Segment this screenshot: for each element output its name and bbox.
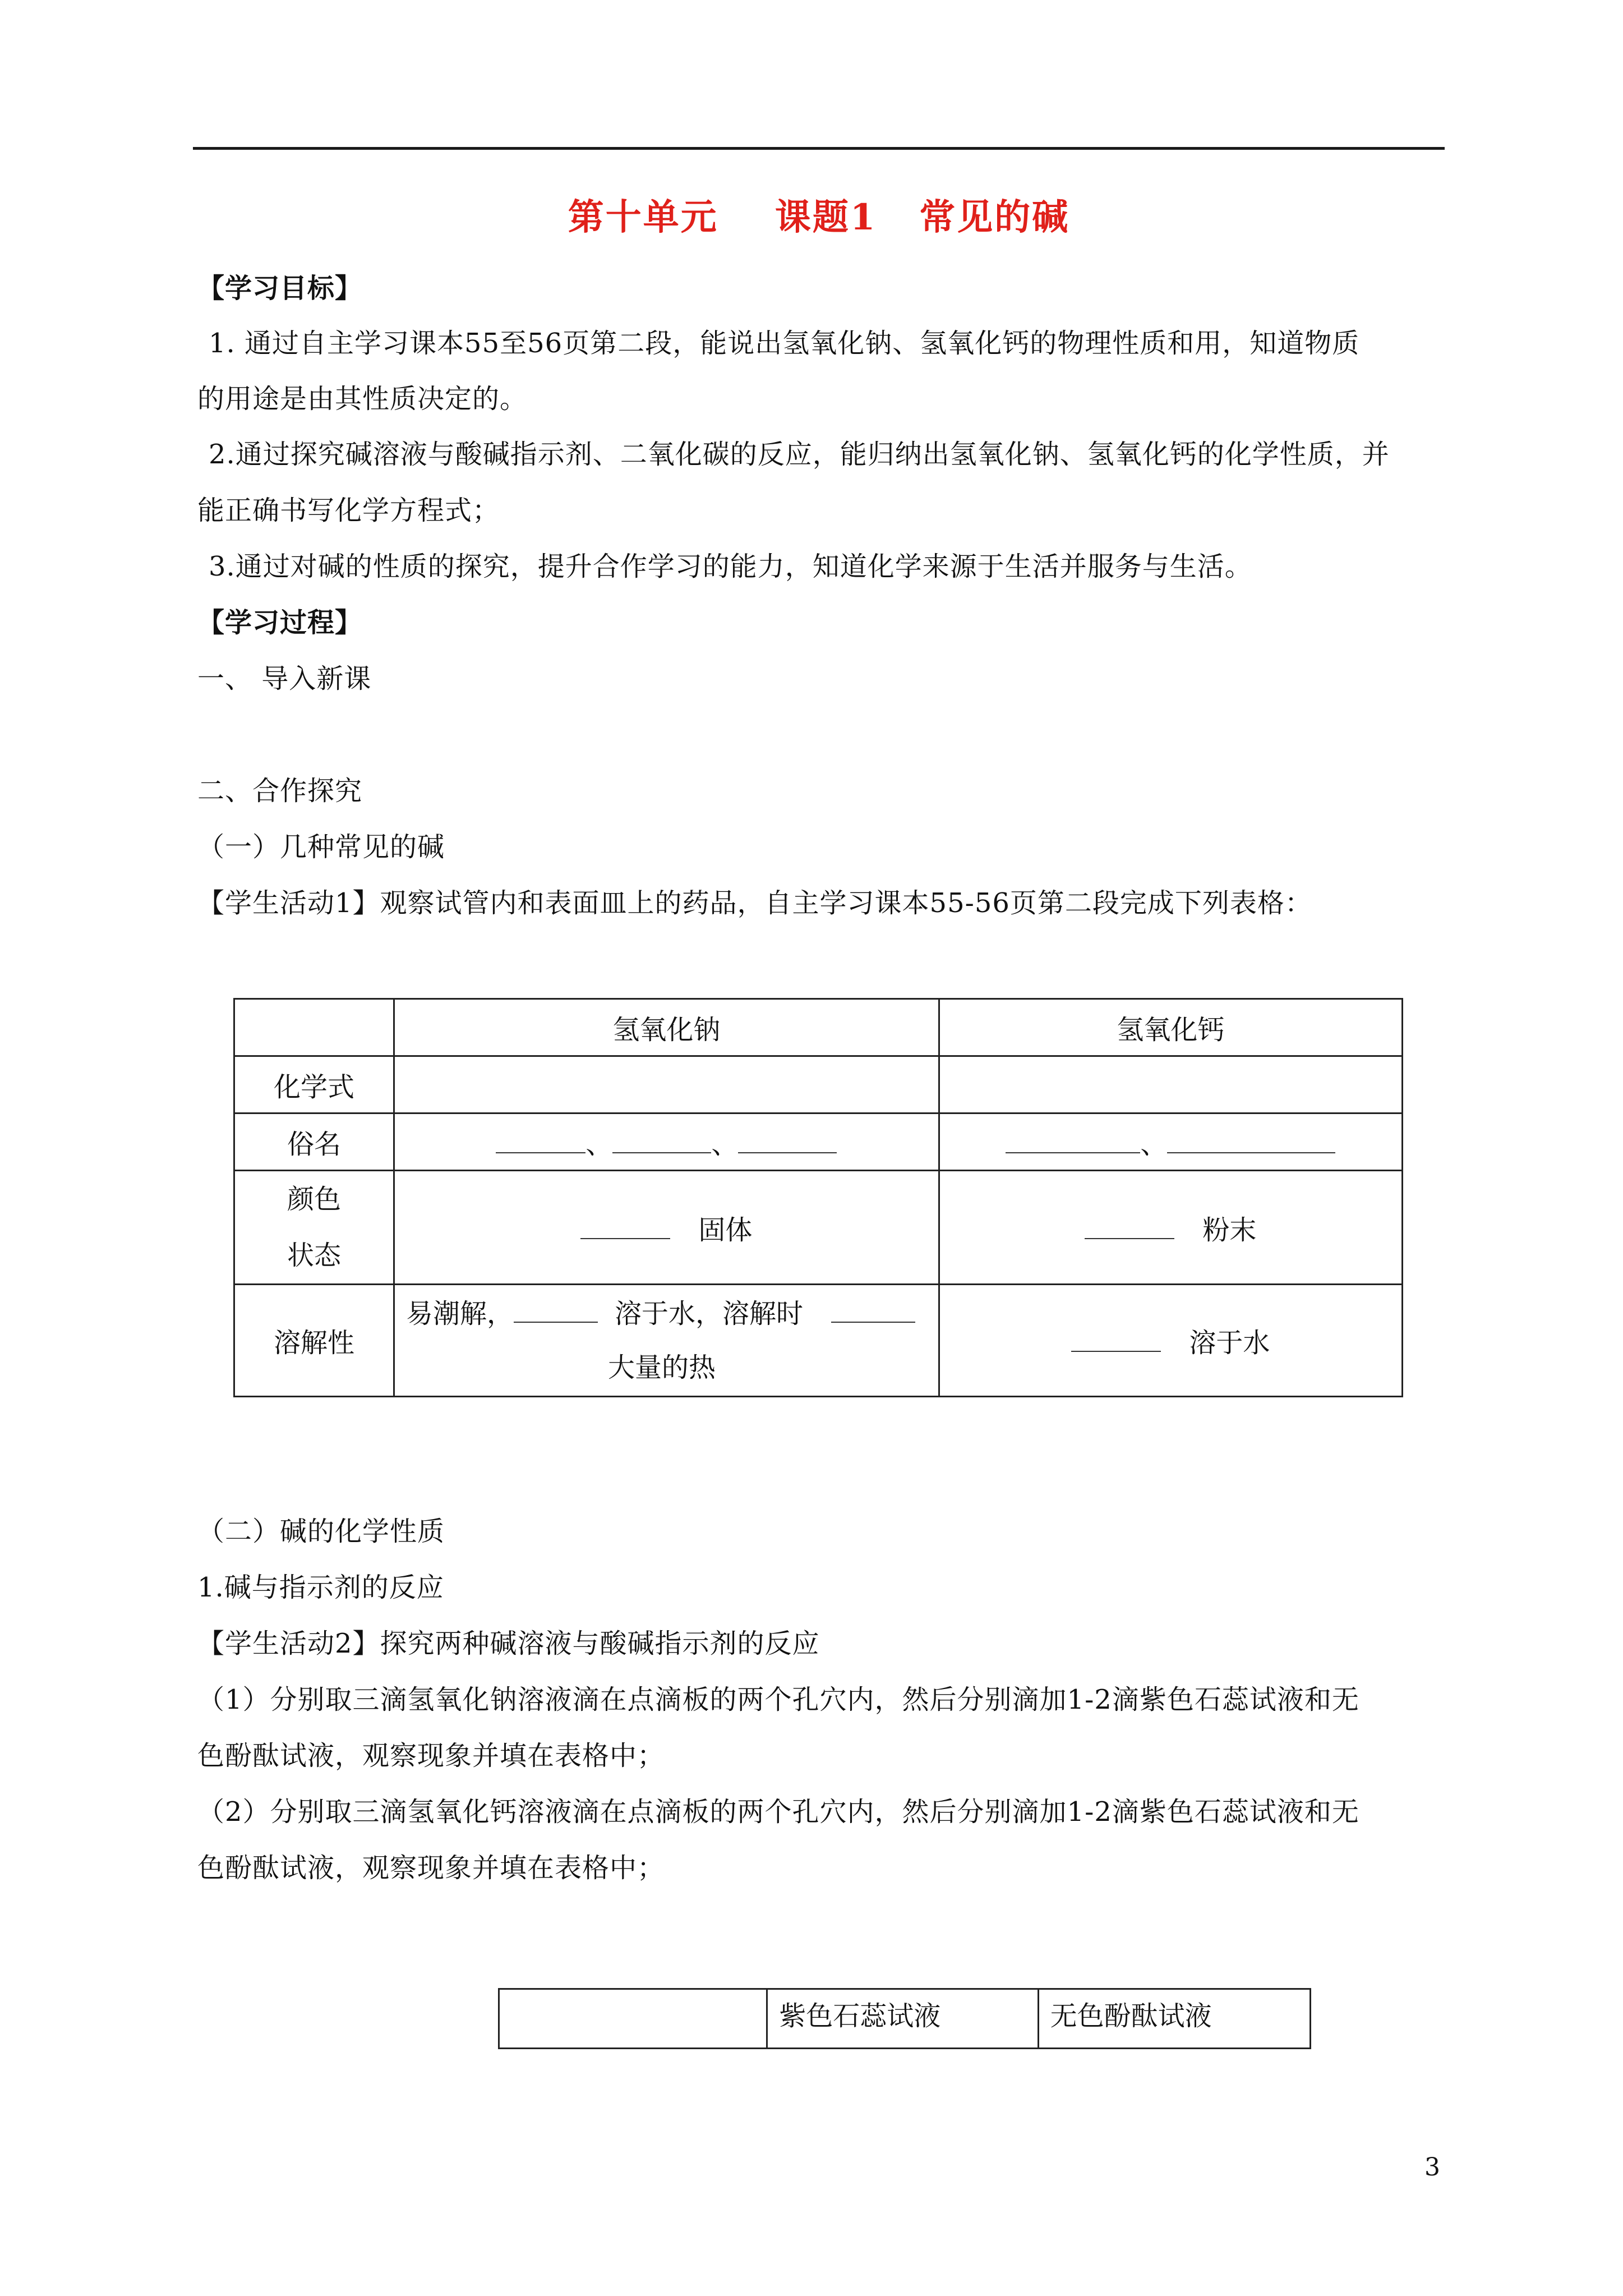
step-2-line1: （2）分别取三滴氢氧化钙溶液滴在点滴板的两个孔穴内，然后分别滴加1-2滴紫色石蕊试液和无 [197,1796,1359,1828]
naoh-formula-cell[interactable] [394,1056,939,1114]
naoh-state-suffix: 固体 [698,1214,753,1246]
naoh-state-cell [394,1171,939,1285]
item-1-heading: 1.碱与指示剂的反应 [197,1572,444,1603]
separator: 、 [711,1129,739,1160]
separator: 、 [1140,1129,1168,1160]
cooperative-heading: 二、合作探究 [197,775,363,807]
naoh-solubility-cell [394,1285,939,1397]
caoh-state-suffix: 粉末 [1202,1214,1257,1246]
fill-blank[interactable] [580,1216,670,1239]
intro-heading: 一、 导入新课 [197,663,372,694]
caoh-state-cell [939,1171,1402,1285]
naoh-common-name-cell [394,1114,939,1171]
fill-blank[interactable] [1071,1328,1161,1352]
caoh-common-name-cell [939,1114,1402,1171]
activity-1-text: 【学生活动1】观察试管内和表面皿上的药品，自主学习课本55-56页第二段完成下列表格： [197,887,1312,919]
table-cell-empty [234,999,394,1056]
table-row [234,1056,1403,1114]
row-label-solubility: 溶解性 [234,1285,394,1397]
header-phenolphthalein: 无色酚酞试液 [1038,1989,1310,2049]
fill-blank[interactable] [514,1299,598,1323]
table-row [499,1989,1311,2049]
activity-2-text: 【学生活动2】探究两种碱溶液与酸碱指示剂的反应 [197,1628,820,1659]
fill-blank[interactable] [831,1299,915,1323]
sub-heading-chemical-properties: （二）碱的化学性质 [197,1516,445,1547]
table-row [234,1285,1403,1397]
step-1-line2: 色酚酞试液，观察现象并填在表格中； [197,1740,665,1772]
step-2-line2: 色酚酞试液，观察现象并填在表格中； [197,1852,665,1884]
objective-3: 3.通过对碱的性质的探究，提升合作学习的能力，知道化学来源于生活并服务与生活。 [209,551,1252,582]
process-heading: 【学习过程】 [197,607,363,638]
row-label-color: 颜色 [287,1184,341,1215]
row-label-state: 状态 [287,1240,341,1271]
step-1-line1: （1）分别取三滴氢氧化钠溶液滴在点滴板的两个孔穴内，然后分别滴加1-2滴紫色石蕊试液和无 [197,1684,1359,1715]
objective-2-line1: 2.通过探究碱溶液与酸碱指示剂、二氧化碳的反应，能归纳出氢氧化钠、氢氧化钙的化学性质，并 [209,439,1390,470]
objective-1-line1: 1. 通过自主学习课本55至56页第二段，能说出氢氧化钠、氢氧化钙的物理性质和用，知道物质 [209,328,1360,359]
page-number: 3 [1424,2153,1440,2182]
objective-1-line2: 的用途是由其性质决定的。 [197,383,528,415]
table-row [234,1114,1403,1171]
separator: 、 [585,1129,613,1160]
fill-blank[interactable] [612,1130,711,1153]
objectives-heading: 【学习目标】 [197,273,363,304]
objective-2-line2: 能正确书写化学方程式； [197,495,500,526]
properties-table [233,998,1403,1397]
header-litmus: 紫色石蕊试液 [767,1989,1038,2049]
naoh-sol-part3: 大量的热 [607,1351,716,1383]
fill-blank[interactable] [1085,1216,1174,1239]
page-title: 第十单元 课题1 常见的碱 [568,196,1070,238]
row-label-common-name: 俗名 [234,1114,394,1171]
row-label-formula: 化学式 [234,1056,394,1114]
table-row [234,999,1403,1056]
table-row [234,1171,1403,1285]
caoh-solubility-cell [939,1285,1402,1397]
header-caoh: 氢氧化钙 [939,999,1402,1056]
naoh-sol-part1: 易潮解， [405,1297,514,1329]
table-cell-empty [499,1989,767,2049]
indicator-table [498,1988,1311,2049]
fill-blank[interactable] [496,1130,585,1153]
naoh-sol-part2: 溶于水，溶解时 [615,1297,804,1329]
caoh-sol-suffix: 溶于水 [1189,1327,1270,1359]
header-rule [193,147,1445,150]
row-label-color-state [234,1171,394,1285]
header-naoh: 氢氧化钠 [394,999,939,1056]
sub-heading-common-bases: （一）几种常见的碱 [197,831,445,863]
caoh-formula-cell[interactable] [939,1056,1402,1114]
fill-blank[interactable] [1167,1130,1335,1153]
fill-blank[interactable] [738,1130,837,1153]
fill-blank[interactable] [1006,1130,1140,1153]
naoh-solubility-line1 [406,1287,938,1341]
